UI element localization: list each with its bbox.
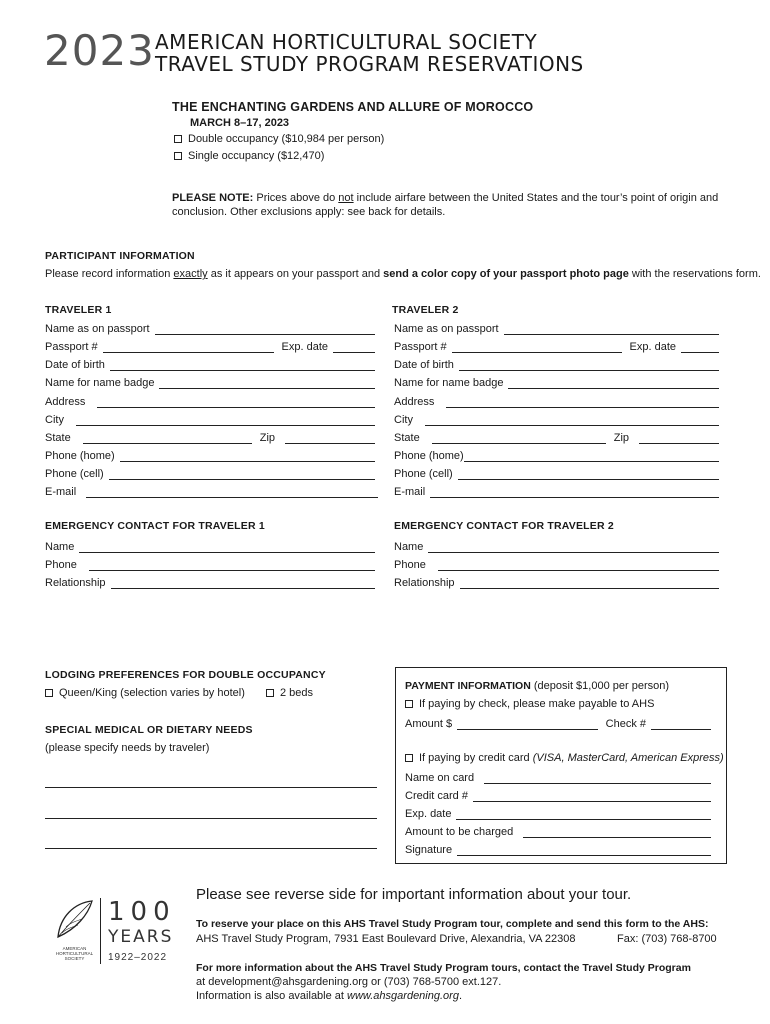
society-logo-text: AMERICAN HORTICULTURAL SOCIETY: [55, 946, 94, 961]
participant-instructions: Please record information exactly as it appears on your passport and send a color copy of your passport photo page with the reservations form.: [45, 268, 761, 280]
t1-email-field[interactable]: E-mail: [45, 484, 378, 498]
price-note: PLEASE NOTE: Prices above do not include airfare between the United States and the tour’s point of origin and conclusion. Other exclusions apply: see back for details.: [172, 192, 719, 218]
card-exp-field[interactable]: Exp. date: [405, 806, 711, 820]
t1-badge-field[interactable]: Name for name badge: [45, 375, 375, 389]
e2-phone-field[interactable]: Phone: [394, 557, 719, 571]
t2-phone-cell-field[interactable]: Phone (cell): [394, 466, 719, 480]
emergency-2-heading: EMERGENCY CONTACT FOR TRAVELER 2: [394, 520, 614, 532]
traveler-1-heading: TRAVELER 1: [45, 304, 112, 316]
medical-line-3[interactable]: [45, 848, 377, 849]
t1-state-field[interactable]: State Zip: [45, 430, 375, 444]
checkbox[interactable]: [174, 135, 182, 143]
signature-field[interactable]: Signature: [405, 842, 711, 856]
t2-address-field[interactable]: Address: [394, 394, 719, 408]
t2-badge-field[interactable]: Name for name badge: [394, 375, 719, 389]
participant-heading: PARTICIPANT INFORMATION: [45, 250, 195, 262]
card-number-field[interactable]: Credit card #: [405, 788, 711, 802]
lodging-heading: LODGING PREFERENCES FOR DOUBLE OCCUPANCY: [45, 669, 326, 681]
form-year: 2023: [44, 26, 155, 75]
form-name: TRAVEL STUDY PROGRAM RESERVATIONS: [155, 52, 584, 76]
reserve-instructions: To reserve your place on this AHS Travel Study Program tour, complete and send this form to the AHS:: [196, 918, 709, 930]
e1-phone-field[interactable]: Phone: [45, 557, 375, 571]
ahs-fax: Fax: (703) 768-8700: [617, 933, 717, 945]
t2-state-field[interactable]: State Zip: [394, 430, 719, 444]
more-info-heading: For more information about the AHS Travel Study Program tours, contact the Travel Study Program: [196, 962, 691, 974]
reverse-side-note: Please see reverse side for important information about your tour.: [196, 886, 632, 903]
payment-heading: PAYMENT INFORMATION (deposit $1,000 per person): [405, 680, 670, 692]
t2-email-field[interactable]: E-mail: [394, 484, 719, 498]
amount-charged-field[interactable]: Amount to be charged: [405, 824, 711, 838]
single-occupancy-option[interactable]: Single occupancy ($12,470): [174, 150, 324, 162]
medical-line-1[interactable]: [45, 787, 377, 788]
check-option[interactable]: If paying by check, please make payable to AHS: [405, 698, 654, 710]
t1-passport-field[interactable]: Passport # Exp. date: [45, 339, 375, 353]
t1-dob-field[interactable]: Date of birth: [45, 357, 375, 371]
t2-name-field[interactable]: Name as on passport: [394, 321, 719, 335]
form-title: [155, 31, 584, 75]
emergency-1-heading: EMERGENCY CONTACT FOR TRAVELER 1: [45, 520, 265, 532]
checkbox[interactable]: [174, 152, 182, 160]
t1-name-field[interactable]: Name as on passport: [45, 321, 375, 335]
name-on-card-field[interactable]: Name on card: [405, 770, 711, 784]
e1-relationship-field[interactable]: Relationship: [45, 575, 375, 589]
card-option[interactable]: If paying by credit card (VISA, MasterCard, American Express): [405, 752, 724, 764]
two-beds-option[interactable]: 2 beds: [266, 687, 313, 699]
medical-line-2[interactable]: [45, 818, 377, 819]
logo-divider: [100, 898, 101, 964]
e2-name-field[interactable]: Name: [394, 539, 719, 553]
checkbox[interactable]: [405, 700, 413, 708]
medical-subtext: (please specify needs by traveler): [45, 742, 210, 754]
checkbox[interactable]: [45, 689, 53, 697]
t1-city-field[interactable]: City: [45, 412, 375, 426]
trip-title: THE ENCHANTING GARDENS AND ALLURE OF MOROCCO: [172, 100, 534, 114]
year-range: 1922–2022: [108, 952, 168, 963]
t2-phone-home-field[interactable]: Phone (home): [394, 448, 719, 462]
t1-phone-cell-field[interactable]: Phone (cell): [45, 466, 375, 480]
double-occupancy-option[interactable]: Double occupancy ($10,984 per person): [174, 133, 384, 145]
checkbox[interactable]: [266, 689, 274, 697]
contact-info: at development@ahsgardening.org or (703) 768-5700 ext.127.: [196, 976, 502, 988]
ahs-leaf-logo-icon: [52, 897, 97, 961]
medical-heading: SPECIAL MEDICAL OR DIETARY NEEDS: [45, 724, 253, 736]
t2-dob-field[interactable]: Date of birth: [394, 357, 719, 371]
checkbox[interactable]: [405, 754, 413, 762]
hundred-text: 100: [108, 897, 176, 927]
website-link[interactable]: www.ahsgardening.org: [347, 990, 459, 1002]
traveler-2-heading: TRAVELER 2: [392, 304, 459, 316]
t1-address-field[interactable]: Address: [45, 394, 375, 408]
t2-city-field[interactable]: City: [394, 412, 719, 426]
e2-relationship-field[interactable]: Relationship: [394, 575, 719, 589]
e1-name-field[interactable]: Name: [45, 539, 375, 553]
t1-phone-home-field[interactable]: Phone (home): [45, 448, 375, 462]
org-name: AMERICAN HORTICULTURAL SOCIETY: [155, 30, 538, 54]
trip-dates: MARCH 8–17, 2023: [190, 117, 290, 129]
ahs-address: AHS Travel Study Program, 7931 East Boulevard Drive, Alexandria, VA 22308: [196, 933, 576, 945]
check-amount-field[interactable]: Amount $ Check #: [405, 716, 711, 730]
t2-passport-field[interactable]: Passport # Exp. date: [394, 339, 719, 353]
queen-king-option[interactable]: Queen/King (selection varies by hotel): [45, 687, 245, 699]
years-text: YEARS: [108, 927, 174, 947]
website-info: Information is also available at www.ahsgardening.org.: [196, 990, 462, 1002]
